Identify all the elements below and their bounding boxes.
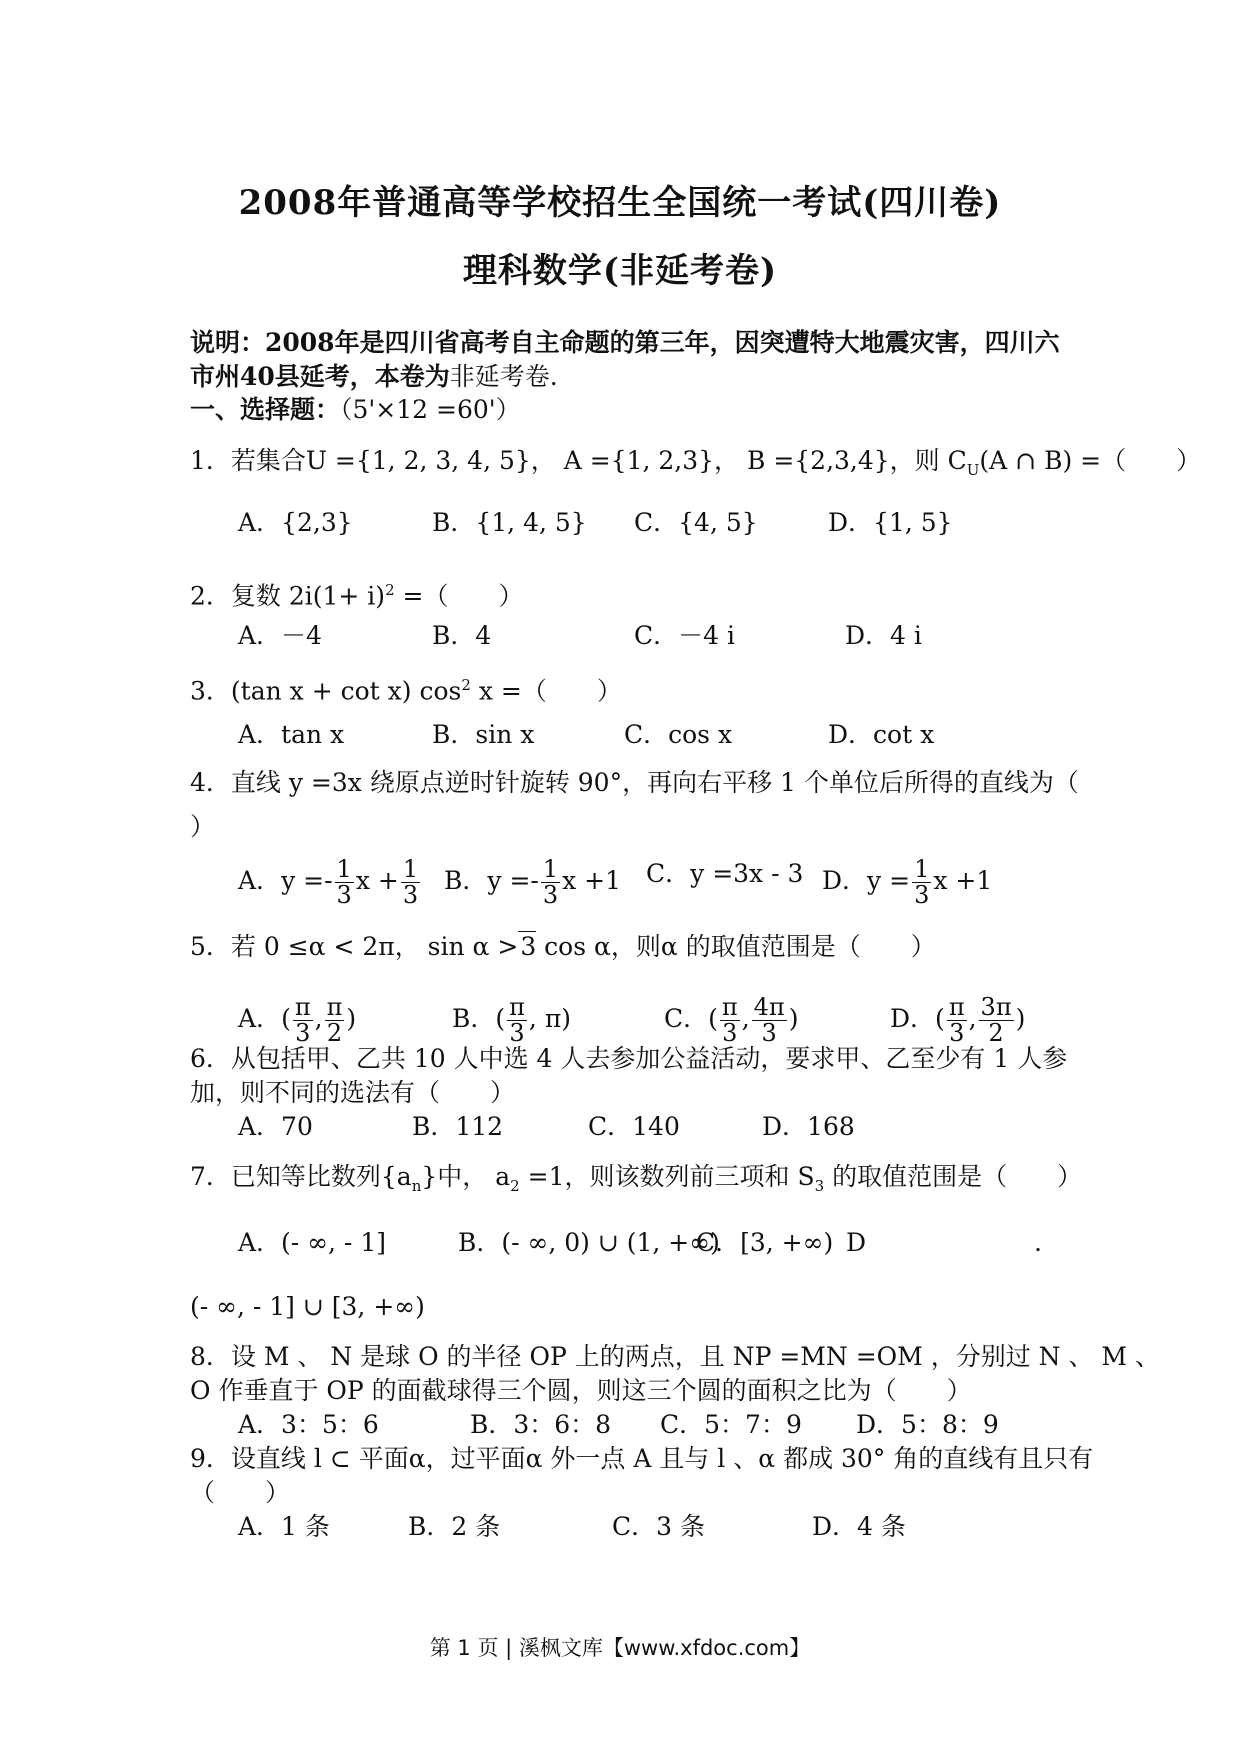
- q3-option-b: B．sin x: [432, 720, 535, 749]
- q9-option-c: C．3 条: [612, 1512, 705, 1541]
- q4-option-c: C．y =3x - 3: [646, 859, 804, 888]
- exam-title: 2008年普通高等学校招生全国统一考试(四川卷): [238, 183, 1002, 223]
- question-8-stem: 8．设 M 、 N 是球 O 的半径 OP 上的两点，且 NP =MN =OM ，分别过 N 、 M 、: [190, 1342, 1160, 1371]
- question-4-stem-line2: ）: [190, 812, 216, 841]
- question-7-stem: 7．已知等比数列$\{a_n\}$中， $a_2 =1$，则该数列前三项和 $S_3$ 的取值范围是（ ）: [190, 1162, 1083, 1195]
- q7-option-d-dot: .: [1034, 1228, 1042, 1257]
- q7-option-d-value: (- ∞, - 1] ∪ [3, +∞): [190, 1292, 425, 1321]
- question-2-stem: 2．复数 $2i(1+ i)^2$ =（ ）: [190, 581, 524, 611]
- q8-option-a: A．3：5：6: [238, 1410, 379, 1439]
- q6-option-d: D．168: [762, 1112, 855, 1141]
- q2-option-c: C．－4 i: [634, 621, 735, 650]
- q8-option-b: B．3：6：8: [470, 1410, 612, 1439]
- q6-option-c: C．140: [588, 1112, 680, 1141]
- q6-option-a: A．70: [238, 1112, 313, 1141]
- q9-option-b: B．2 条: [408, 1512, 501, 1541]
- q7-option-d: D: [846, 1228, 867, 1257]
- q3-option-d: D．cot x: [828, 720, 935, 749]
- q7-option-c: C．[3, +∞): [696, 1228, 834, 1257]
- intro-line-2: 市州40县延考，本卷为非延考卷.: [190, 362, 558, 391]
- q4-option-d: D．y = $\frac{1}{3}$ x +1: [822, 855, 993, 910]
- question-1-stem: 1．若集合U ={1, 2, 3, 4, 5}， A ={1, 2,3}， B ={2,3,4}，则 $C_U(A$ ∩ B) =（ ）: [190, 446, 1202, 479]
- q1-option-a: A．{2,3}: [238, 508, 353, 537]
- q4-option-b: B．y =- $\frac{1}{3}$ x +1: [444, 855, 622, 910]
- q7-option-b: B．(- ∞, 0) ∪ (1, +∞): [458, 1228, 720, 1257]
- q2-option-a: A．－4: [238, 621, 322, 650]
- q2-option-b: B．4: [432, 621, 492, 650]
- q9-option-a: A．1 条: [238, 1512, 330, 1541]
- q8-option-d: D．5：8：9: [856, 1410, 999, 1439]
- q2-option-d: D．4 i: [845, 621, 922, 650]
- question-9-stem-line2: （ ）: [190, 1478, 291, 1507]
- question-8-stem-line2: O 作垂直于 OP 的面截球得三个圆，则这三个圆的面积之比为（ ）: [190, 1376, 972, 1405]
- sqrt-symbol: 3: [520, 932, 537, 961]
- question-6-stem-line2: 加，则不同的选法有（ ）: [190, 1078, 516, 1107]
- page-footer: 第 1 页 | 溪枫文库【www.xfdoc.com】: [429, 1636, 811, 1660]
- question-5-stem: 5．若 0 ≤α < 2π， sin α >3 cos α，则α 的取值范围是（ ）: [190, 932, 936, 961]
- q7-option-a: A．(- ∞, - 1]: [238, 1228, 386, 1257]
- q8-option-c: C．5：7：9: [660, 1410, 802, 1439]
- question-4-stem: 4．直线 y =3x 绕原点逆时针旋转 90°，再向右平移 1 个单位后所得的直线为（: [190, 768, 1079, 797]
- intro-line-1: 说明：2008年是四川省高考自主命题的第三年，因突遭特大地震灾害，四川六: [190, 328, 1060, 357]
- q4-option-a: A．y =- $\frac{1}{3}$ x + $\frac{1}{3}$: [238, 855, 419, 910]
- question-3-stem: 3．(tan x + cot x) $\cos^2 x$ =（ ）: [190, 676, 622, 706]
- q5-option-b: B．( $\frac{\pi}{3}$ , π): [452, 993, 571, 1048]
- q3-option-c: C．cos x: [624, 720, 733, 749]
- question-6-stem: 6．从包括甲、乙共 10 人中选 4 人去参加公益活动，要求甲、乙至少有 1 人参: [190, 1044, 1068, 1073]
- q3-option-a: A．tan x: [238, 720, 345, 749]
- q5-option-a: A．( $\frac{\pi}{3}$ , $\frac{\pi}{2}$ ): [238, 993, 357, 1048]
- q1-option-c: C．{4, 5}: [634, 508, 758, 537]
- q1-option-d: D．{1, 5}: [828, 508, 953, 537]
- q9-option-d: D．4 条: [812, 1512, 906, 1541]
- exam-subtitle: 理科数学(非延考卷): [462, 251, 778, 291]
- q1-option-b: B．{1, 4, 5}: [432, 508, 587, 537]
- question-9-stem: 9．设直线 l ⊂ 平面α，过平面α 外一点 A 且与 l 、α 都成 30° 角的直线有且只有: [190, 1444, 1094, 1473]
- q5-option-c: C．( $\frac{\pi}{3}$ , $\frac{4\pi}{3}$ ): [664, 993, 799, 1048]
- section-heading: 一、选择题：（5'×12 =60'）: [190, 395, 521, 424]
- q6-option-b: B．112: [412, 1112, 504, 1141]
- q5-option-d: D．( $\frac{\pi}{3}$ , $\frac{3\pi}{2}$ ): [890, 993, 1026, 1048]
